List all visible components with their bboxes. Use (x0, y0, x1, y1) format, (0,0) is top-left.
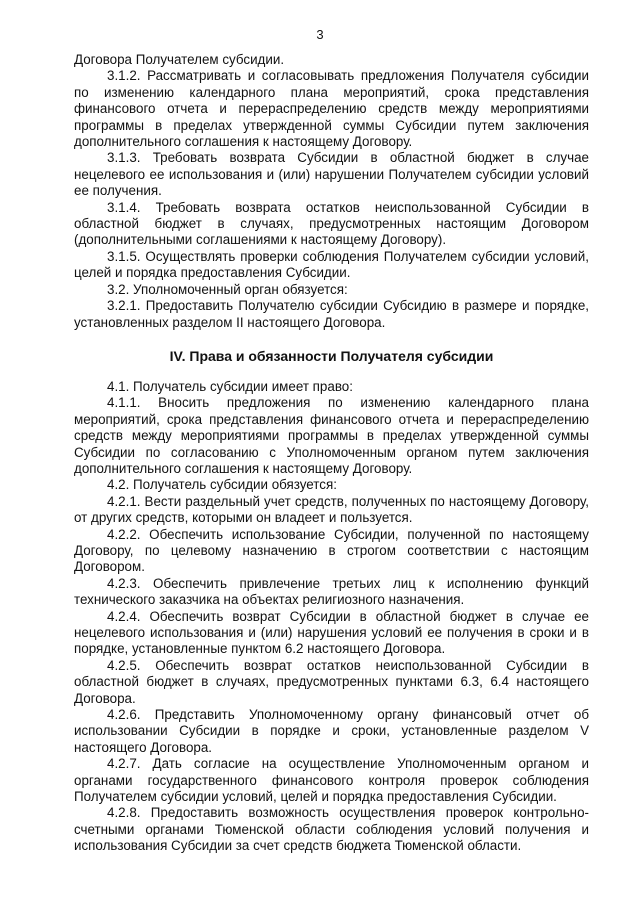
paragraph-3-1-3: 3.1.3. Требовать возврата Субсидии в областной бюджет в случае нецелевого ее использования и (или) нарушении Получателем субсидии условий ее получения. (74, 150, 589, 199)
paragraph-3-1-5: 3.1.5. Осуществлять проверки соблюдения Получателем субсидии условий, целей и порядка предоставления Субсидии. (74, 248, 589, 281)
paragraph-continuation: Договора Получателем субсидии. (74, 52, 285, 67)
paragraph-4-2-1: 4.2.1. Вести раздельный учет средств, полученных по настоящему Договору, от других средств, которыми он владеет и пользуется. (74, 493, 589, 526)
paragraph-3-2-1: 3.2.1. Предоставить Получателю субсидии Субсидию в размере и порядке, установленных разделом II настоящего Договора. (74, 298, 589, 330)
paragraph-4-1: 4.1. Получатель субсидии имеет право: (107, 378, 353, 394)
paragraph-4-2-3: 4.2.3. Обеспечить привлечение третьих лиц к исполнению функций технического заказчика на объектах религиозного назначения. (74, 575, 589, 608)
page-number: 3 (316, 27, 324, 42)
paragraph-3-1-4: 3.1.4. Требовать возврата остатков неиспользованной Субсидии в областной бюджет в случаях, предусмотренных настоящим Договором (дополнительными соглашениями к настоящему Договору). (74, 199, 589, 248)
paragraph-4-2-8: 4.2.8. Предоставить возможность осуществления проверок контрольно-счетными органами Тюменской области соблюдения условий получения и использования Субсидии за счет средств бюджета Тюменской области. (74, 805, 589, 854)
document-body (74, 52, 589, 855)
paragraph-4-2-2: 4.2.2. Обеспечить использование Субсидии, полученной по настоящему Договору, по целевому назначению в строгом соответствии с настоящим Договором. (74, 526, 589, 575)
paragraph-3-2: 3.2. Уполномоченный орган обязуется: (107, 281, 348, 297)
paragraph-4-2: 4.2. Получатель субсидии обязуется: (107, 477, 337, 493)
paragraph-4-2-5: 4.2.5. Обеспечить возврат остатков неиспользованной Субсидии в областной бюджет в случаях, предусмотренных пунктами 6.3, 6.4 настоящего Договора. (74, 657, 589, 706)
section-heading-iv: IV. Права и обязанности Получателя субсидии (169, 347, 494, 364)
paragraph-4-1-1: 4.1.1. Вносить предложения по изменению календарного плана мероприятий, срока представления финансового отчета и перераспределению средств между мероприятиями программы в пределах утвержденной суммы Субсидии по согласованию с Уполномоченным органом путем заключения дополнительного соглашения к настоящему Договору. (74, 395, 589, 476)
paragraph-4-2-7: 4.2.7. Дать согласие на осуществление Уполномоченным органом и органами государственного финансового контроля проверок соблюдения Получателем субсидии условий, целей и порядка предоставления Субсидии. (74, 756, 589, 805)
paragraph-3-1-2: 3.1.2. Рассматривать и согласовывать предложения Получателя субсидии по изменению календарного плана мероприятий, срока представления финансового отчета и перераспределению средств между мероприятиями программы в пределах утвержденной суммы Субсидии путем заключения дополнительного соглашения к настоящему Договору. (74, 68, 589, 150)
paragraph-4-2-4: 4.2.4. Обеспечить возврат Субсидии в областной бюджет в случае ее нецелевого использования и (или) нарушения условий ее получения в сроки и в порядке, установленные пунктом 6.2 настоящего Договора. (74, 608, 589, 657)
paragraph-4-2-6: 4.2.6. Представить Уполномоченному органу финансовый отчет об использовании Субсидии в порядке и сроки, установленные разделом V настоящего Договора. (74, 707, 589, 755)
